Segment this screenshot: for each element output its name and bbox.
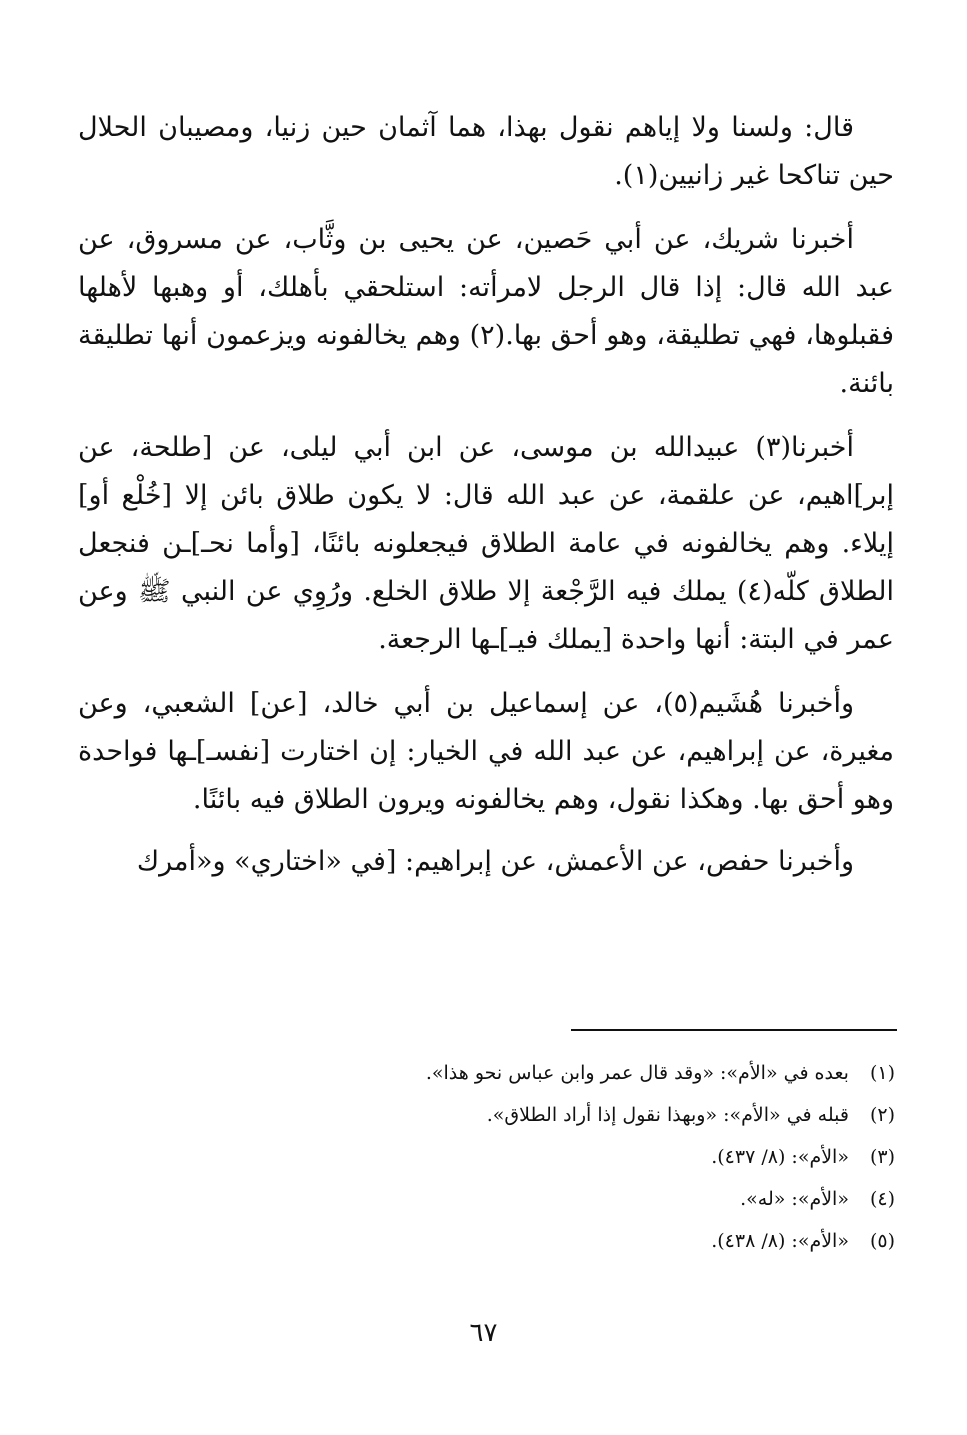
footnote-divider (571, 1029, 897, 1031)
footnote (195, 1136, 895, 1178)
footnote (195, 1094, 895, 1136)
paragraph: وأخبرنا حفص، عن الأعمش، عن إبراهيم: [في «اختاري» و«أمرك (136, 846, 854, 877)
main-text (78, 104, 894, 902)
footnote-text: «الأم»: (٨/ ٤٣٨). (711, 1230, 849, 1252)
paragraph: أخبرنا شريك، عن أبي حَصين، عن يحيى بن وثَّاب، عن مسروق، عن عبد الله قال: إذا قال الرجل لامرأته: استلحقي بأهلك، أو وهبها لأهلها فقبلوها، فهي تطليقة، وهو أحق بها.(٢) وهم يخالفونه ويزعمون أنها تطليقة بائنة. (78, 224, 894, 399)
footnotes (195, 1052, 895, 1262)
body-text (78, 104, 894, 886)
footnote-text: بعده في «الأم»: «وقد قال عمر وابن عباس نحو هذا». (425, 1062, 849, 1084)
page-number: ٦٧ (469, 1318, 498, 1348)
footnote-number: (٤) (869, 1188, 895, 1210)
footnote (195, 1220, 895, 1262)
footnote-number: (٥) (869, 1230, 895, 1252)
paragraph: أخبرنا(٣) عبيدالله بن موسى، عن ابن أبي ليلى، عن [طلحة، عن إبر]اهيم، عن علقمة، عن عبد الله قال: لا يكون طلاق بائن إلا [خُلْع أو] إيلاء. وهم يخالفونه في عامة الطلاق فيجعلونه بائنًا، [وأما نحـ]ـن فنجعل الطلاق كلّه(٤) يملك فيه الرَّجْعة إلا طلاق الخلع. ورُوِي عن النبي ﷺ وعن عمر في البتة: أنها واحدة [يملك فيـ]ـها الرجعة. (78, 432, 894, 655)
paragraph: قال: ولسنا ولا إياهم نقول بهذا، هما آثمان حين زنيا، ومصيبان الحلال حين تناكحا غير زانيين(١). (78, 112, 894, 191)
footnote-number: (٣) (869, 1146, 895, 1168)
footnote-text: «الأم»: «له». (740, 1188, 849, 1210)
footnote-text: «الأم»: (٨/ ٤٣٧). (711, 1146, 849, 1168)
footnote (195, 1052, 895, 1094)
footnote (195, 1178, 895, 1220)
footnote-number: (١) (869, 1062, 895, 1084)
footnote-number: (٢) (869, 1104, 895, 1126)
paragraph: وأخبرنا هُشَيم(٥)، عن إسماعيل بن أبي خالد، [عن] الشعبي، وعن مغيرة، عن إبراهيم، عن عبد الله في الخيار: إن اختارت [نفسـ]ـها فواحدة وهو أحق بها. وهكذا نقول، وهم يخالفونه ويرون الطلاق فيه بائنًا. (78, 688, 894, 815)
footnote-text: قبله في «الأم»: «وبهذا نقول إذا أراد الطلاق». (486, 1104, 849, 1126)
